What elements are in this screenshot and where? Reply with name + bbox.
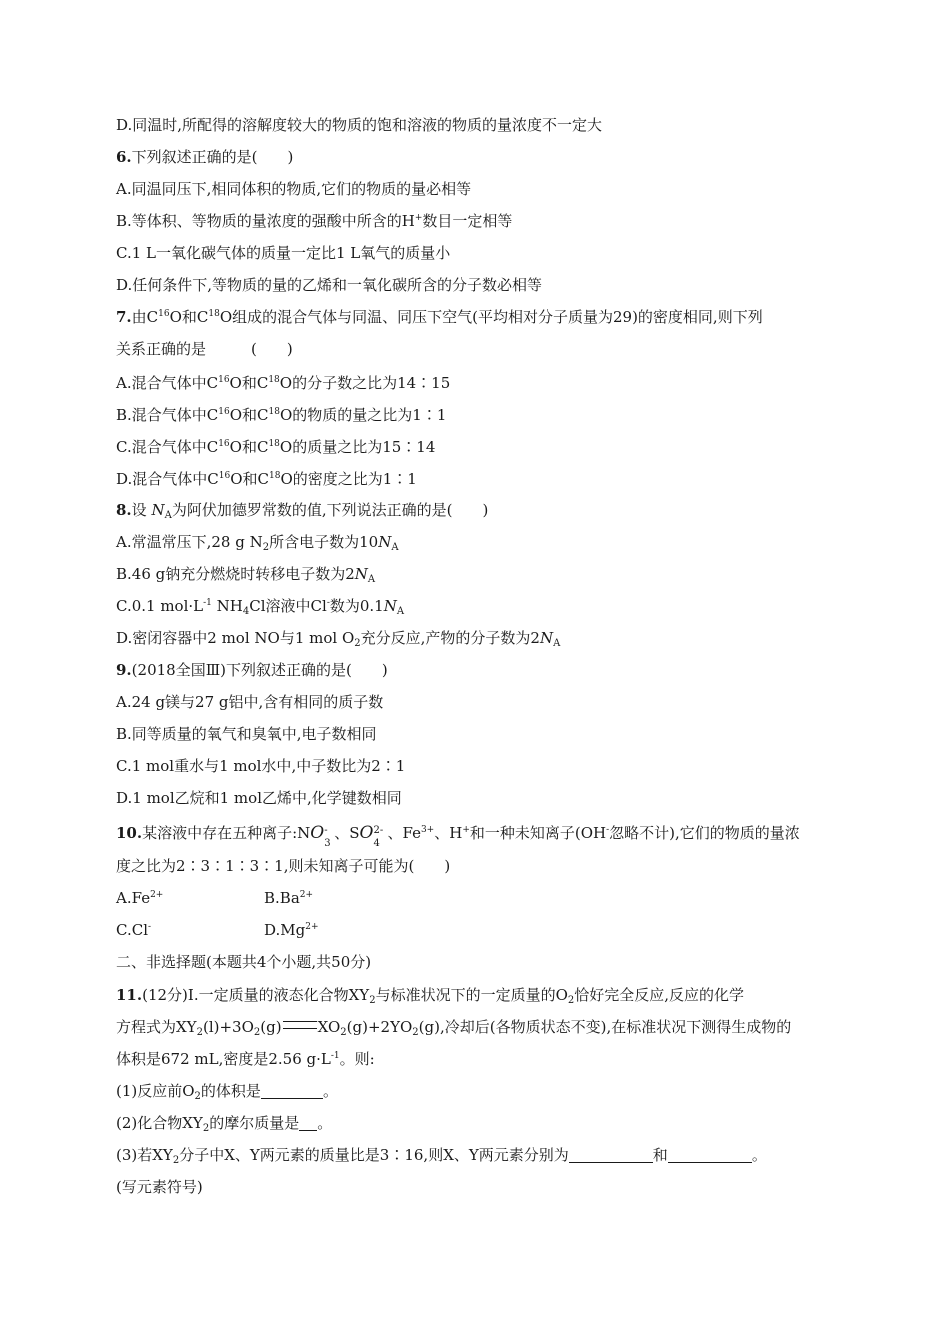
question-number: 10.	[116, 824, 143, 842]
q9-option-a: A.24 g镁与27 g铝中,含有相同的质子数	[116, 693, 384, 711]
q11-subq3: (3)若$XY_2$分子中X、Y两元素的质量比是3∶16,则X、Y两元素分别为 和 。	[116, 1146, 767, 1166]
q10-stem: 10.某溶液中存在五种离子:NO - 3 、SO 2- 4 、$Fe^{3+}$、H+和一种未知离子(OH-忽略不计),它们的物质的量浓	[116, 823, 800, 849]
q11-line3: 体积是672 mL,密度是2.56 $g\cdot L^{-1}$。则:	[116, 1050, 375, 1068]
q5-option-d: D.同温时,所配得的溶解度较大的物质的饱和溶液的物质的量浓度不一定大	[116, 116, 603, 134]
q7-stem-line2: 关系正确的是 ( )	[116, 340, 293, 358]
q10-stem-line2: 度之比为2∶3∶1∶3∶1,则未知离子可能为( )	[116, 857, 451, 875]
question-number: 9.	[116, 661, 132, 679]
q11-subq2: (2)化合物$XY_2$的摩尔质量是 。	[116, 1114, 333, 1134]
q7-stem: 7.由$C^{16}O$和$C^{18}O$组成的混合气体与同温、同压下空气(平均相对分子质量为29)的密度相同,则下列	[116, 308, 763, 326]
q9-stem: 9.(2018全国Ⅲ)下列叙述正确的是( )	[116, 661, 388, 679]
q8-option-d: D.密闭容器中2 mol NO与1 mol $O_2$充分反应,产物的分子数为$2N_A$	[116, 629, 561, 649]
answer-blank[interactable]	[668, 1146, 752, 1163]
q8-option-b: B.46 g钠充分燃烧时转移电子数为$2N_A$	[116, 565, 376, 585]
q10-option-b: $B.Ba^{2+}$	[264, 889, 314, 907]
q9-option-d: D.1 mol乙烷和1 mol乙烯中,化学键数相同	[116, 789, 402, 807]
q6-option-a: A.同温同压下,相同体积的物质,它们的物质的量必相等	[116, 180, 472, 198]
answer-blank[interactable]	[569, 1146, 653, 1163]
q7-option-b: B.混合气体中$C^{16}O$和$C^{18}O$的物质的量之比为1∶1	[116, 406, 447, 424]
q11-note: (写元素符号)	[116, 1178, 203, 1196]
question-number: 7.	[116, 308, 132, 326]
q11-equation-line: 方程式为$XY_2(l)+3O_2(g)$ $XO_2(g)+2YO_2(g)$,冷却后(各物质状态不变),在标准状况下测得生成物的	[116, 1018, 792, 1038]
q9-option-b: B.同等质量的氧气和臭氧中,电子数相同	[116, 725, 377, 743]
q7-option-c: C.混合气体中$C^{16}O$和$C^{18}O$的质量之比为15∶14	[116, 438, 436, 456]
answer-blank[interactable]	[299, 1114, 317, 1131]
q10-options-row1	[116, 888, 163, 908]
q9-option-c: C.1 mol重水与1 mol水中,中子数比为2∶1	[116, 757, 406, 775]
q8-option-c: C.0.1 $mol\cdot L^{-1}$ $NH_4Cl$溶液中Cl-数为$0.1N_A$	[116, 597, 405, 617]
q8-stem: 8.设 $N_A$为阿伏加德罗常数的值,下列说法正确的是( )	[116, 501, 489, 521]
equals-sign	[283, 1021, 317, 1029]
q8-option-a: A.常温常压下,28 g $N_2$所含电子数为$10N_A$	[116, 533, 399, 553]
question-number: 8.	[116, 501, 132, 519]
answer-blank[interactable]	[261, 1082, 323, 1099]
q6-option-c: C.1 L一氧化碳气体的质量一定比1 L氧气的质量小	[116, 244, 451, 262]
q10-option-d: $D.Mg^{2+}$	[264, 921, 319, 939]
question-number: 11.	[116, 986, 143, 1004]
q6-option-d: D.任何条件下,等物质的量的乙烯和一氧化碳所含的分子数必相等	[116, 276, 543, 294]
q10-option-a: $A.Fe^{2+}$	[116, 889, 164, 907]
question-number: 6.	[116, 148, 132, 166]
q7-option-d: D.混合气体中$C^{16}O$和$C^{18}O$的密度之比为1∶1	[116, 470, 417, 488]
q11-subq1: (1)反应前$O_2$的体积是 。	[116, 1082, 338, 1102]
q7-option-a: A.混合气体中$C^{16}O$和$C^{18}O$的分子数之比为14∶15	[116, 374, 451, 392]
q10-option-c: C.Cl-	[116, 921, 152, 939]
q6-stem: 6.下列叙述正确的是( )	[116, 148, 294, 166]
q6-option-b: B.等体积、等物质的量浓度的强酸中所含的H+数目一定相等	[116, 212, 513, 230]
section-heading: 二、非选择题(本题共4个小题,共50分)	[116, 953, 372, 971]
q11-stem: 11.(12分)Ⅰ.一定质量的液态化合物$XY_2$与标准状况下的一定质量的$O_2$恰好完全反应,反应的化学	[116, 986, 745, 1006]
